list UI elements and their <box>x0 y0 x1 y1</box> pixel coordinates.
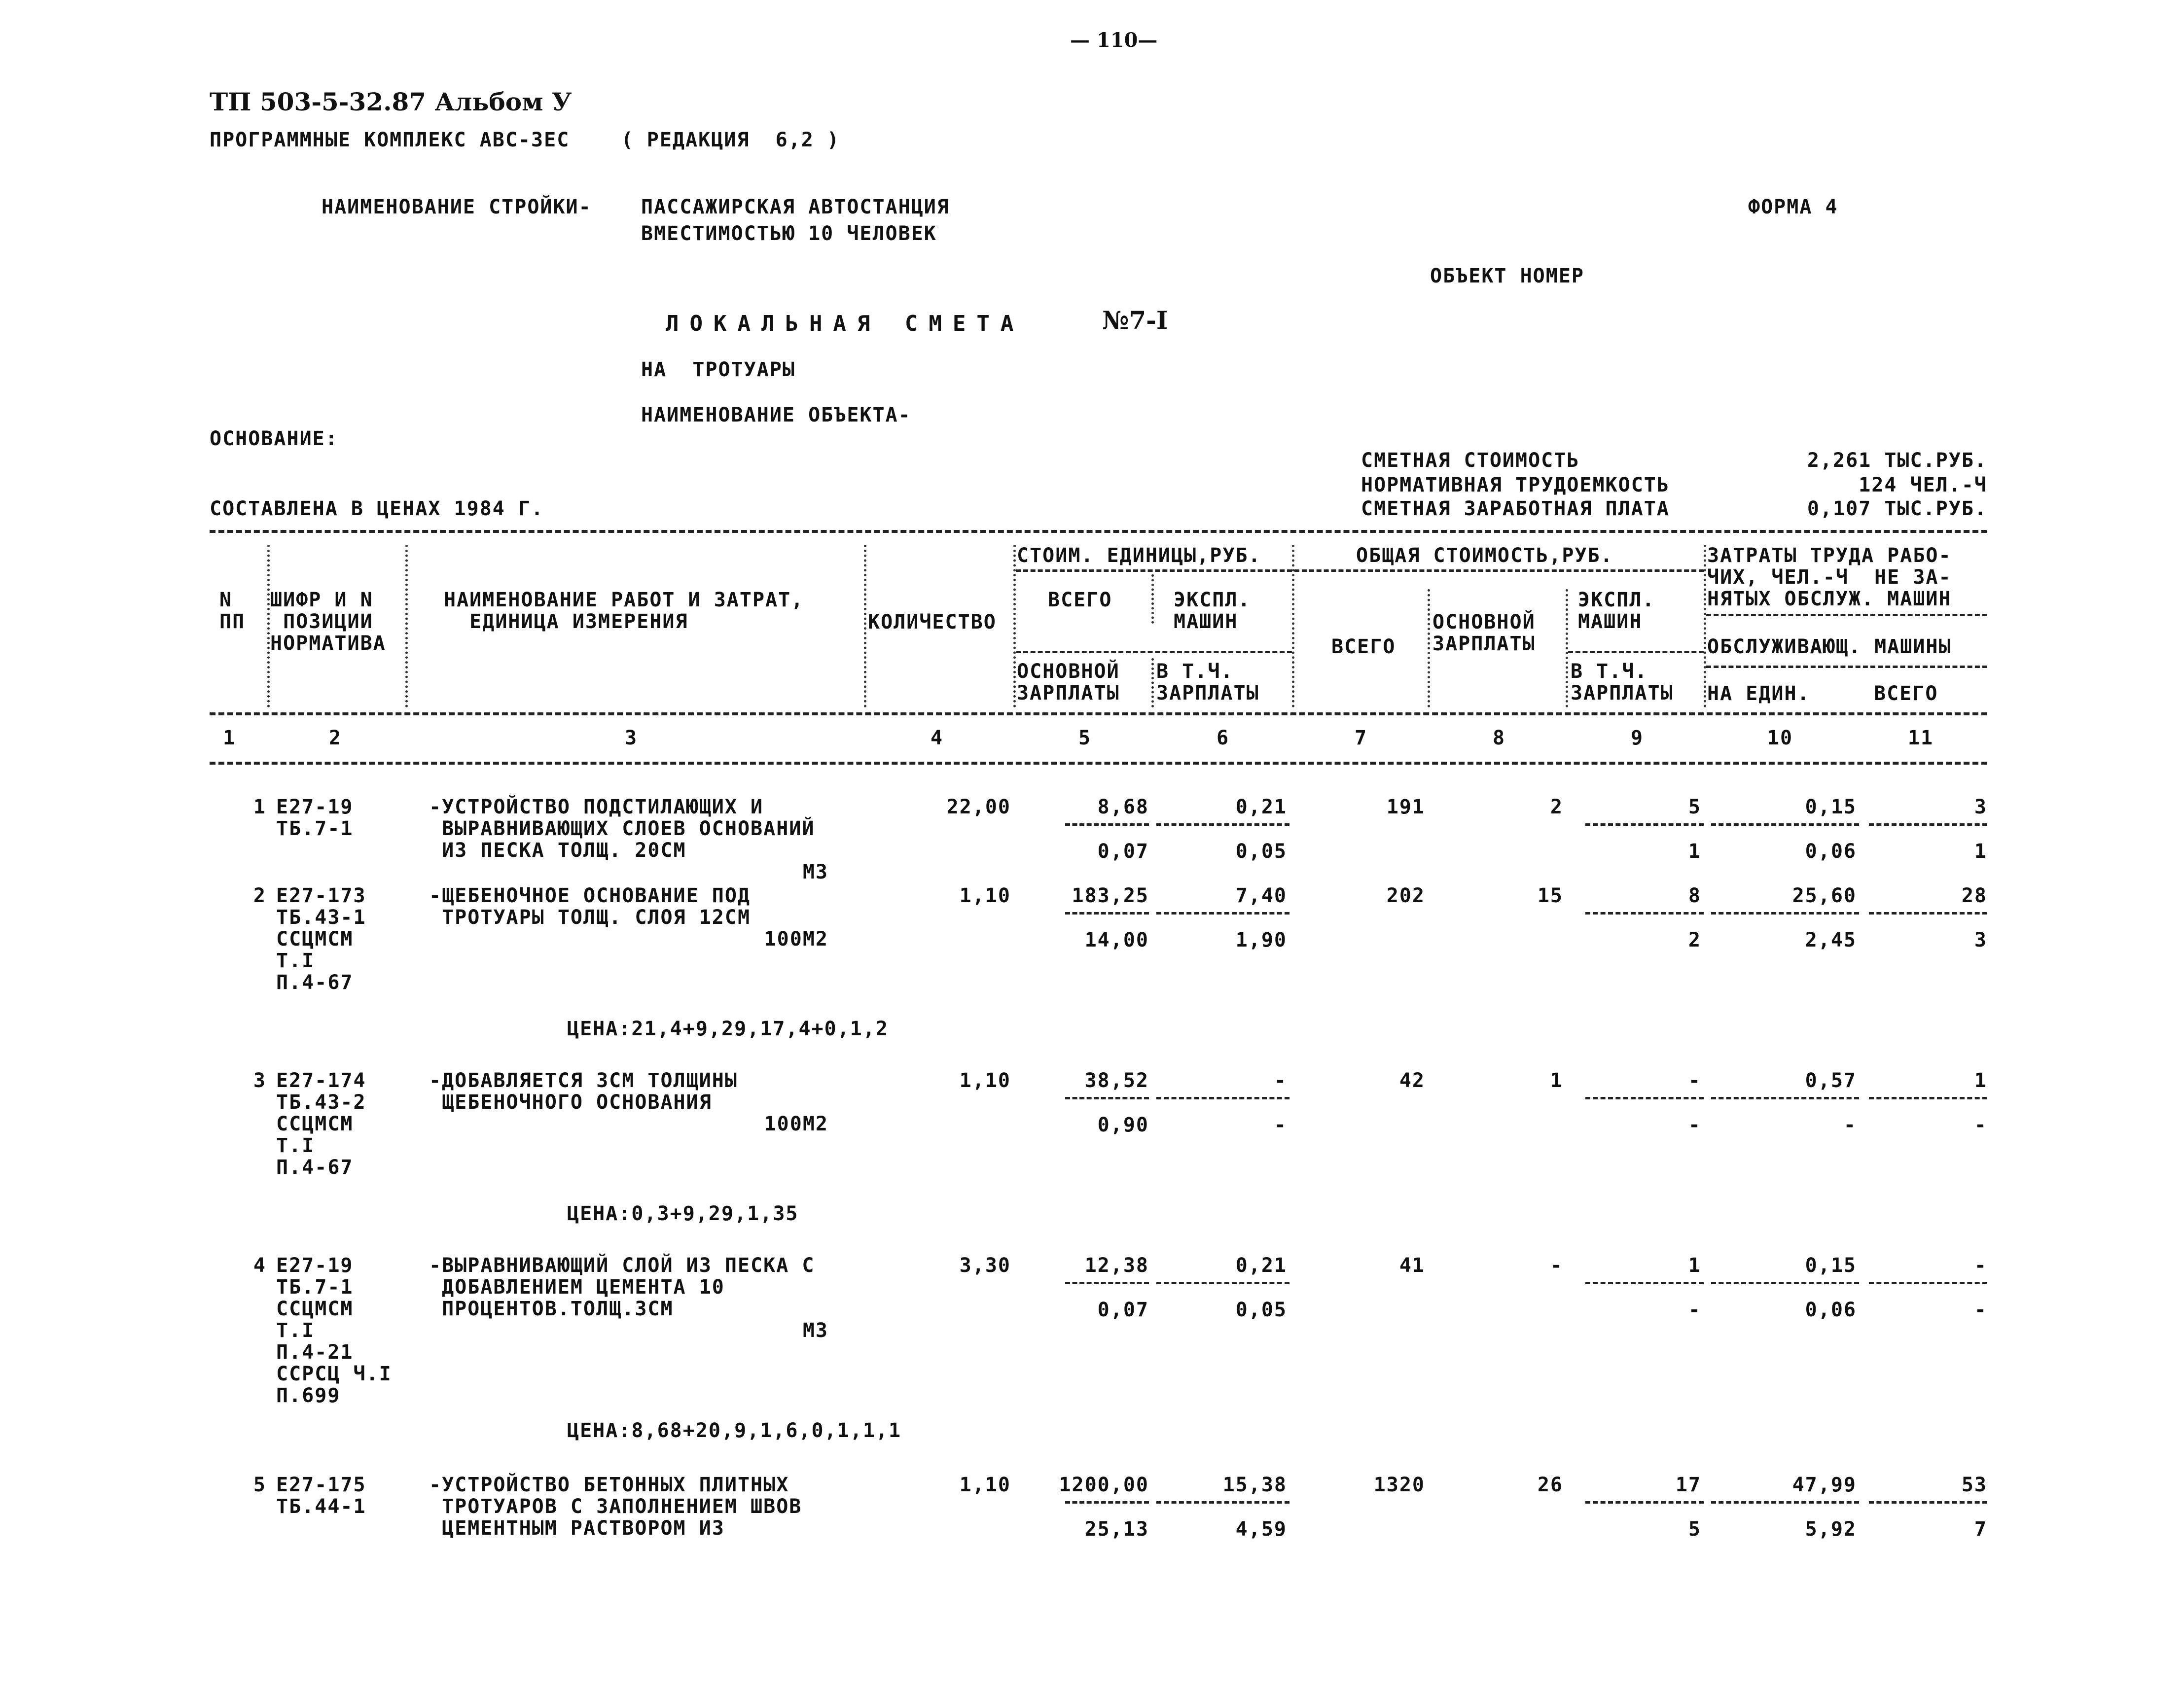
cell-divider <box>1156 1097 1289 1099</box>
row-quantity: 22,00 <box>946 796 1011 818</box>
table-top-rule <box>210 530 1987 533</box>
header-subrule <box>1706 614 1987 616</box>
header-total-cost: ОБЩАЯ СТОИМОСТЬ,РУБ. <box>1356 544 1613 567</box>
row-labor-mach-unit: 0,06 <box>1805 840 1857 863</box>
row-unit-mach: 7,40 <box>1235 884 1287 907</box>
construction-name-1: ПАССАЖИРСКАЯ АВТОСТАНЦИЯ <box>641 196 950 218</box>
row-unit-incl: 0,05 <box>1235 1299 1287 1321</box>
col-number: 4 <box>930 727 944 749</box>
summary-value-labor: 124 ЧЕЛ.-Ч <box>1859 474 1987 496</box>
row-total-wage: 15 <box>1537 884 1563 907</box>
col-separator <box>1428 589 1430 707</box>
row-labor-mach-total: 7 <box>1974 1518 1987 1541</box>
row-price-formula: ЦЕНА:21,4+9,29,17,4+0,1,2 <box>567 1018 889 1040</box>
row-total-all: 41 <box>1399 1254 1425 1277</box>
summary-label-wage: СМЕТНАЯ ЗАРАБОТНАЯ ПЛАТА <box>1361 497 1670 520</box>
row-unit-total: 38,52 <box>1084 1069 1149 1092</box>
cell-divider <box>1156 823 1289 826</box>
col-number: 2 <box>328 727 342 749</box>
row-total-incl: 2 <box>1688 929 1701 951</box>
cell-divider <box>1065 1501 1149 1504</box>
row-total-incl: 1 <box>1688 840 1701 863</box>
row-labor-mach-unit: - <box>1843 1114 1857 1136</box>
cell-divider <box>1711 1501 1859 1504</box>
row-total-mach: 17 <box>1675 1474 1701 1496</box>
row-code: Е27-19 ТБ.7-1 ССЦМСМ Т.I П.4-21 ССРСЦ Ч.I П.699 <box>276 1254 392 1407</box>
row-unit-total: 8,68 <box>1097 796 1149 818</box>
col-separator <box>864 545 866 707</box>
prices-year-label: СОСТАВЛЕНА В ЦЕНАХ 1984 Г. <box>210 497 544 520</box>
row-code: Е27-175 ТБ.44-1 <box>276 1474 366 1518</box>
row-unit-wage: 0,07 <box>1097 1299 1149 1321</box>
summary-value-cost: 2,261 ТЫС.РУБ. <box>1807 449 1987 472</box>
row-number: 4 <box>253 1254 266 1277</box>
row-labor-total: 3 <box>1974 796 1987 818</box>
col-number: 5 <box>1078 727 1092 749</box>
row-work-name: -ЩЕБЕНОЧНОЕ ОСНОВАНИЕ ПОД ТРОТУАРЫ ТОЛЩ. СЛОЯ 12СМ <box>429 884 751 929</box>
header-tot-all: ВСЕГО <box>1331 635 1396 658</box>
row-labor-mach-unit: 5,92 <box>1805 1518 1857 1541</box>
row-code: Е27-19 ТБ.7-1 <box>276 796 354 840</box>
row-unit-total: 183,25 <box>1072 884 1149 907</box>
col-number: 10 <box>1767 727 1793 749</box>
header-bottom-rule <box>210 712 1987 715</box>
row-number: 1 <box>253 796 266 818</box>
row-total-mach: 1 <box>1688 1254 1701 1277</box>
row-work-name: -УСТРОЙСТВО ПОДСТИЛАЮЩИХ И ВЫРАВНИВАЮЩИХ СЛОЕВ ОСНОВАНИЙ ИЗ ПЕСКА ТОЛЩ. 20СМ <box>429 796 815 862</box>
cell-divider <box>1065 823 1149 826</box>
row-total-mach: 8 <box>1688 884 1701 907</box>
row-total-all: 1320 <box>1373 1474 1425 1496</box>
col-number: 11 <box>1907 727 1934 749</box>
cell-divider <box>1585 1282 1704 1284</box>
header-unit-cost: СТОИМ. ЕДИНИЦЫ,РУБ. <box>1017 544 1261 567</box>
cell-divider <box>1711 823 1859 826</box>
cell-divider <box>1711 1097 1859 1099</box>
row-total-incl: 5 <box>1688 1518 1701 1541</box>
cell-divider <box>1065 1097 1149 1099</box>
col-number: 7 <box>1354 727 1368 749</box>
row-labor-total: 1 <box>1974 1069 1987 1092</box>
col-number: 3 <box>624 727 638 749</box>
summary-value-wage: 0,107 ТЫС.РУБ. <box>1807 497 1987 520</box>
row-number: 5 <box>253 1474 266 1496</box>
construction-name-2: ВМЕСТИМОСТЬЮ 10 ЧЕЛОВЕК <box>641 222 937 245</box>
row-quantity: 1,10 <box>959 884 1011 907</box>
row-labor-unit: 0,15 <box>1805 1254 1857 1277</box>
header-tot-wage: ОСНОВНОЙ ЗАРПЛАТЫ <box>1432 611 1536 655</box>
row-labor-unit: 47,99 <box>1792 1474 1857 1496</box>
row-unit-incl: 1,90 <box>1235 929 1287 951</box>
header-subrule <box>1016 569 1292 572</box>
row-unit-incl: 4,59 <box>1235 1518 1287 1541</box>
row-total-wage: - <box>1550 1254 1563 1277</box>
row-code: Е27-173 ТБ.43-1 ССЦМСМ Т.I П.4-67 <box>276 884 366 994</box>
cell-divider <box>1711 1282 1859 1284</box>
header-labor-total: ВСЕГО <box>1874 682 1938 705</box>
cell-divider <box>1585 912 1704 915</box>
row-total-all: 202 <box>1386 884 1425 907</box>
header-labor-mach: ОБСЛУЖИВАЮЩ. МАШИНЫ <box>1707 635 1952 658</box>
row-unit-mach: 0,21 <box>1235 1254 1287 1277</box>
row-quantity: 3,30 <box>959 1254 1011 1277</box>
summary-label-cost: СМЕТНАЯ СТОИМОСТЬ <box>1361 449 1580 472</box>
col-separator <box>1704 545 1706 707</box>
header-unit-mach: ЭКСПЛ. МАШИН <box>1174 589 1251 633</box>
col-separator <box>405 545 408 707</box>
cell-divider <box>1585 1501 1704 1504</box>
header-unit-total: ВСЕГО <box>1048 589 1112 611</box>
cell-divider <box>1869 1501 1987 1504</box>
row-price-formula: ЦЕНА:8,68+20,9,1,6,0,1,1,1 <box>567 1419 902 1442</box>
row-unit-wage: 14,00 <box>1084 929 1149 951</box>
row-price-formula: ЦЕНА:0,3+9,29,1,35 <box>567 1202 799 1225</box>
row-code: Е27-174 ТБ.43-2 ССЦМСМ Т.I П.4-67 <box>276 1069 366 1179</box>
row-unit-incl: 0,05 <box>1235 840 1287 863</box>
row-unit-total: 1200,00 <box>1059 1474 1149 1496</box>
col-number: 6 <box>1216 727 1230 749</box>
row-unit-wage: 25,13 <box>1084 1518 1149 1541</box>
row-labor-unit: 25,60 <box>1792 884 1857 907</box>
summary-label-labor: НОРМАТИВНАЯ ТРУДОЕМКОСТЬ <box>1361 474 1670 496</box>
row-unit: М3 <box>802 861 828 883</box>
cell-divider <box>1156 1282 1289 1284</box>
cell-divider <box>1869 1282 1987 1284</box>
row-work-name: -ВЫРАВНИВАЮЩИЙ СЛОЙ ИЗ ПЕСКА С ДОБАВЛЕНИЕМ ЦЕМЕНТА 10 ПРОЦЕНТОВ.ТОЛЩ.3СМ <box>429 1254 815 1320</box>
row-total-incl: - <box>1688 1114 1701 1136</box>
row-labor-mach-unit: 2,45 <box>1805 929 1857 951</box>
row-number: 2 <box>253 884 266 907</box>
cell-divider <box>1711 912 1859 915</box>
row-work-name: -ДОБАВЛЯЕТСЯ 3СМ ТОЛЩИНЫ ЩЕБЕНОЧНОГО ОСНОВАНИЯ <box>429 1069 738 1114</box>
row-unit: М3 <box>802 1319 828 1342</box>
col-separator <box>267 545 270 707</box>
header-unit-incl: В Т.Ч. ЗАРПЛАТЫ <box>1156 660 1259 704</box>
row-unit-wage: 0,07 <box>1097 840 1149 863</box>
cell-divider <box>1065 1282 1149 1284</box>
row-total-mach: 5 <box>1688 796 1701 818</box>
row-labor-mach-total: - <box>1974 1299 1987 1321</box>
header-n: N ПП <box>219 589 246 633</box>
row-number: 3 <box>253 1069 266 1092</box>
subject-label: НА ТРОТУАРЫ <box>641 358 795 381</box>
construction-label: НАИМЕНОВАНИЕ СТРОЙКИ- <box>322 196 592 218</box>
program-label: ПРОГРАММНЫЕ КОМПЛЕКС АВС-3ЕС ( РЕДАКЦИЯ 6,2 ) <box>210 129 840 151</box>
header-name: НАИМЕНОВАНИЕ РАБОТ И ЗАТРАТ, ЕДИНИЦА ИЗМЕРЕНИЯ <box>444 589 804 633</box>
row-unit-total: 12,38 <box>1084 1254 1149 1277</box>
row-unit-mach: 0,21 <box>1235 796 1287 818</box>
row-labor-total: - <box>1974 1254 1987 1277</box>
row-total-mach: - <box>1688 1069 1701 1092</box>
cell-divider <box>1585 1097 1704 1099</box>
cell-divider <box>1065 912 1149 915</box>
row-total-incl: - <box>1688 1299 1701 1321</box>
row-labor-total: 28 <box>1961 884 1987 907</box>
cell-divider <box>1156 1501 1289 1504</box>
row-total-all: 42 <box>1399 1069 1425 1092</box>
col-separator <box>1566 589 1568 707</box>
colnum-bottom-rule <box>210 762 1987 765</box>
cell-divider <box>1585 823 1704 826</box>
header-labor: ЗАТРАТЫ ТРУДА РАБО- ЧИХ, ЧЕЛ.-Ч НЕ ЗА- НЯТЫХ ОБСЛУЖ. МАШИН <box>1707 544 1952 610</box>
object-number: ОБЪЕКТ НОМЕР <box>1430 265 1584 287</box>
row-unit-incl: - <box>1274 1114 1287 1136</box>
row-work-name: -УСТРОЙСТВО БЕТОННЫХ ПЛИТНЫХ ТРОТУАРОВ С ЗАПОЛНЕНИЕМ ШВОВ ЦЕМЕНТНЫМ РАСТВОРОМ ИЗ <box>429 1474 802 1540</box>
row-total-wage: 2 <box>1550 796 1563 818</box>
row-unit-wage: 0,90 <box>1097 1114 1149 1136</box>
row-labor-total: 53 <box>1961 1474 1987 1496</box>
header-tot-mach: ЭКСПЛ. МАШИН <box>1578 589 1655 633</box>
header-subrule <box>1706 666 1987 668</box>
row-labor-unit: 0,57 <box>1805 1069 1857 1092</box>
header-subrule <box>1016 651 1292 653</box>
row-labor-unit: 0,15 <box>1805 796 1857 818</box>
row-total-wage: 26 <box>1537 1474 1563 1496</box>
row-unit-mach: 15,38 <box>1222 1474 1287 1496</box>
header-tot-incl: В Т.Ч. ЗАРПЛАТЫ <box>1571 660 1674 704</box>
header-labor-unit: НА ЕДИН. <box>1707 682 1810 705</box>
object-name-label: НАИМЕНОВАНИЕ ОБЪЕКТА- <box>641 404 911 426</box>
row-labor-mach-unit: 0,06 <box>1805 1299 1857 1321</box>
row-labor-mach-total: - <box>1974 1114 1987 1136</box>
cell-divider <box>1869 912 1987 915</box>
row-quantity: 1,10 <box>959 1069 1011 1092</box>
cell-divider <box>1869 1097 1987 1099</box>
header-qty: КОЛИЧЕСТВО <box>868 611 997 633</box>
col-number: 9 <box>1630 727 1644 749</box>
header-code: ШИФР И N ПОЗИЦИИ НОРМАТИВА <box>270 589 386 655</box>
row-total-all: 191 <box>1386 796 1425 818</box>
col-number: 1 <box>222 727 236 749</box>
row-unit: 100М2 <box>764 1113 828 1135</box>
row-unit: 100М2 <box>764 928 828 950</box>
form-label: ФОРМА 4 <box>1748 196 1838 218</box>
header-subrule <box>1294 569 1704 572</box>
header-unit-wage: ОСНОВНОЙ ЗАРПЛАТЫ <box>1017 660 1120 704</box>
row-labor-mach-total: 1 <box>1974 840 1987 863</box>
row-unit-mach: - <box>1274 1069 1287 1092</box>
document-title-number: №7-I <box>1102 306 1168 335</box>
basis-label: ОСНОВАНИЕ: <box>210 427 338 450</box>
col-separator <box>1151 658 1154 707</box>
header-subrule <box>1568 651 1704 653</box>
row-quantity: 1,10 <box>959 1474 1011 1496</box>
row-total-wage: 1 <box>1550 1069 1563 1092</box>
album-label: ТП 503-5-32.87 Альбом У <box>210 87 572 116</box>
page-number: — 110— <box>1070 29 1158 52</box>
cell-divider <box>1869 823 1987 826</box>
col-number: 8 <box>1492 727 1506 749</box>
row-labor-mach-total: 3 <box>1974 929 1987 951</box>
col-separator <box>1151 574 1154 624</box>
cell-divider <box>1156 912 1289 915</box>
document-title: ЛОКАЛЬНАЯ СМЕТА <box>666 311 1025 336</box>
